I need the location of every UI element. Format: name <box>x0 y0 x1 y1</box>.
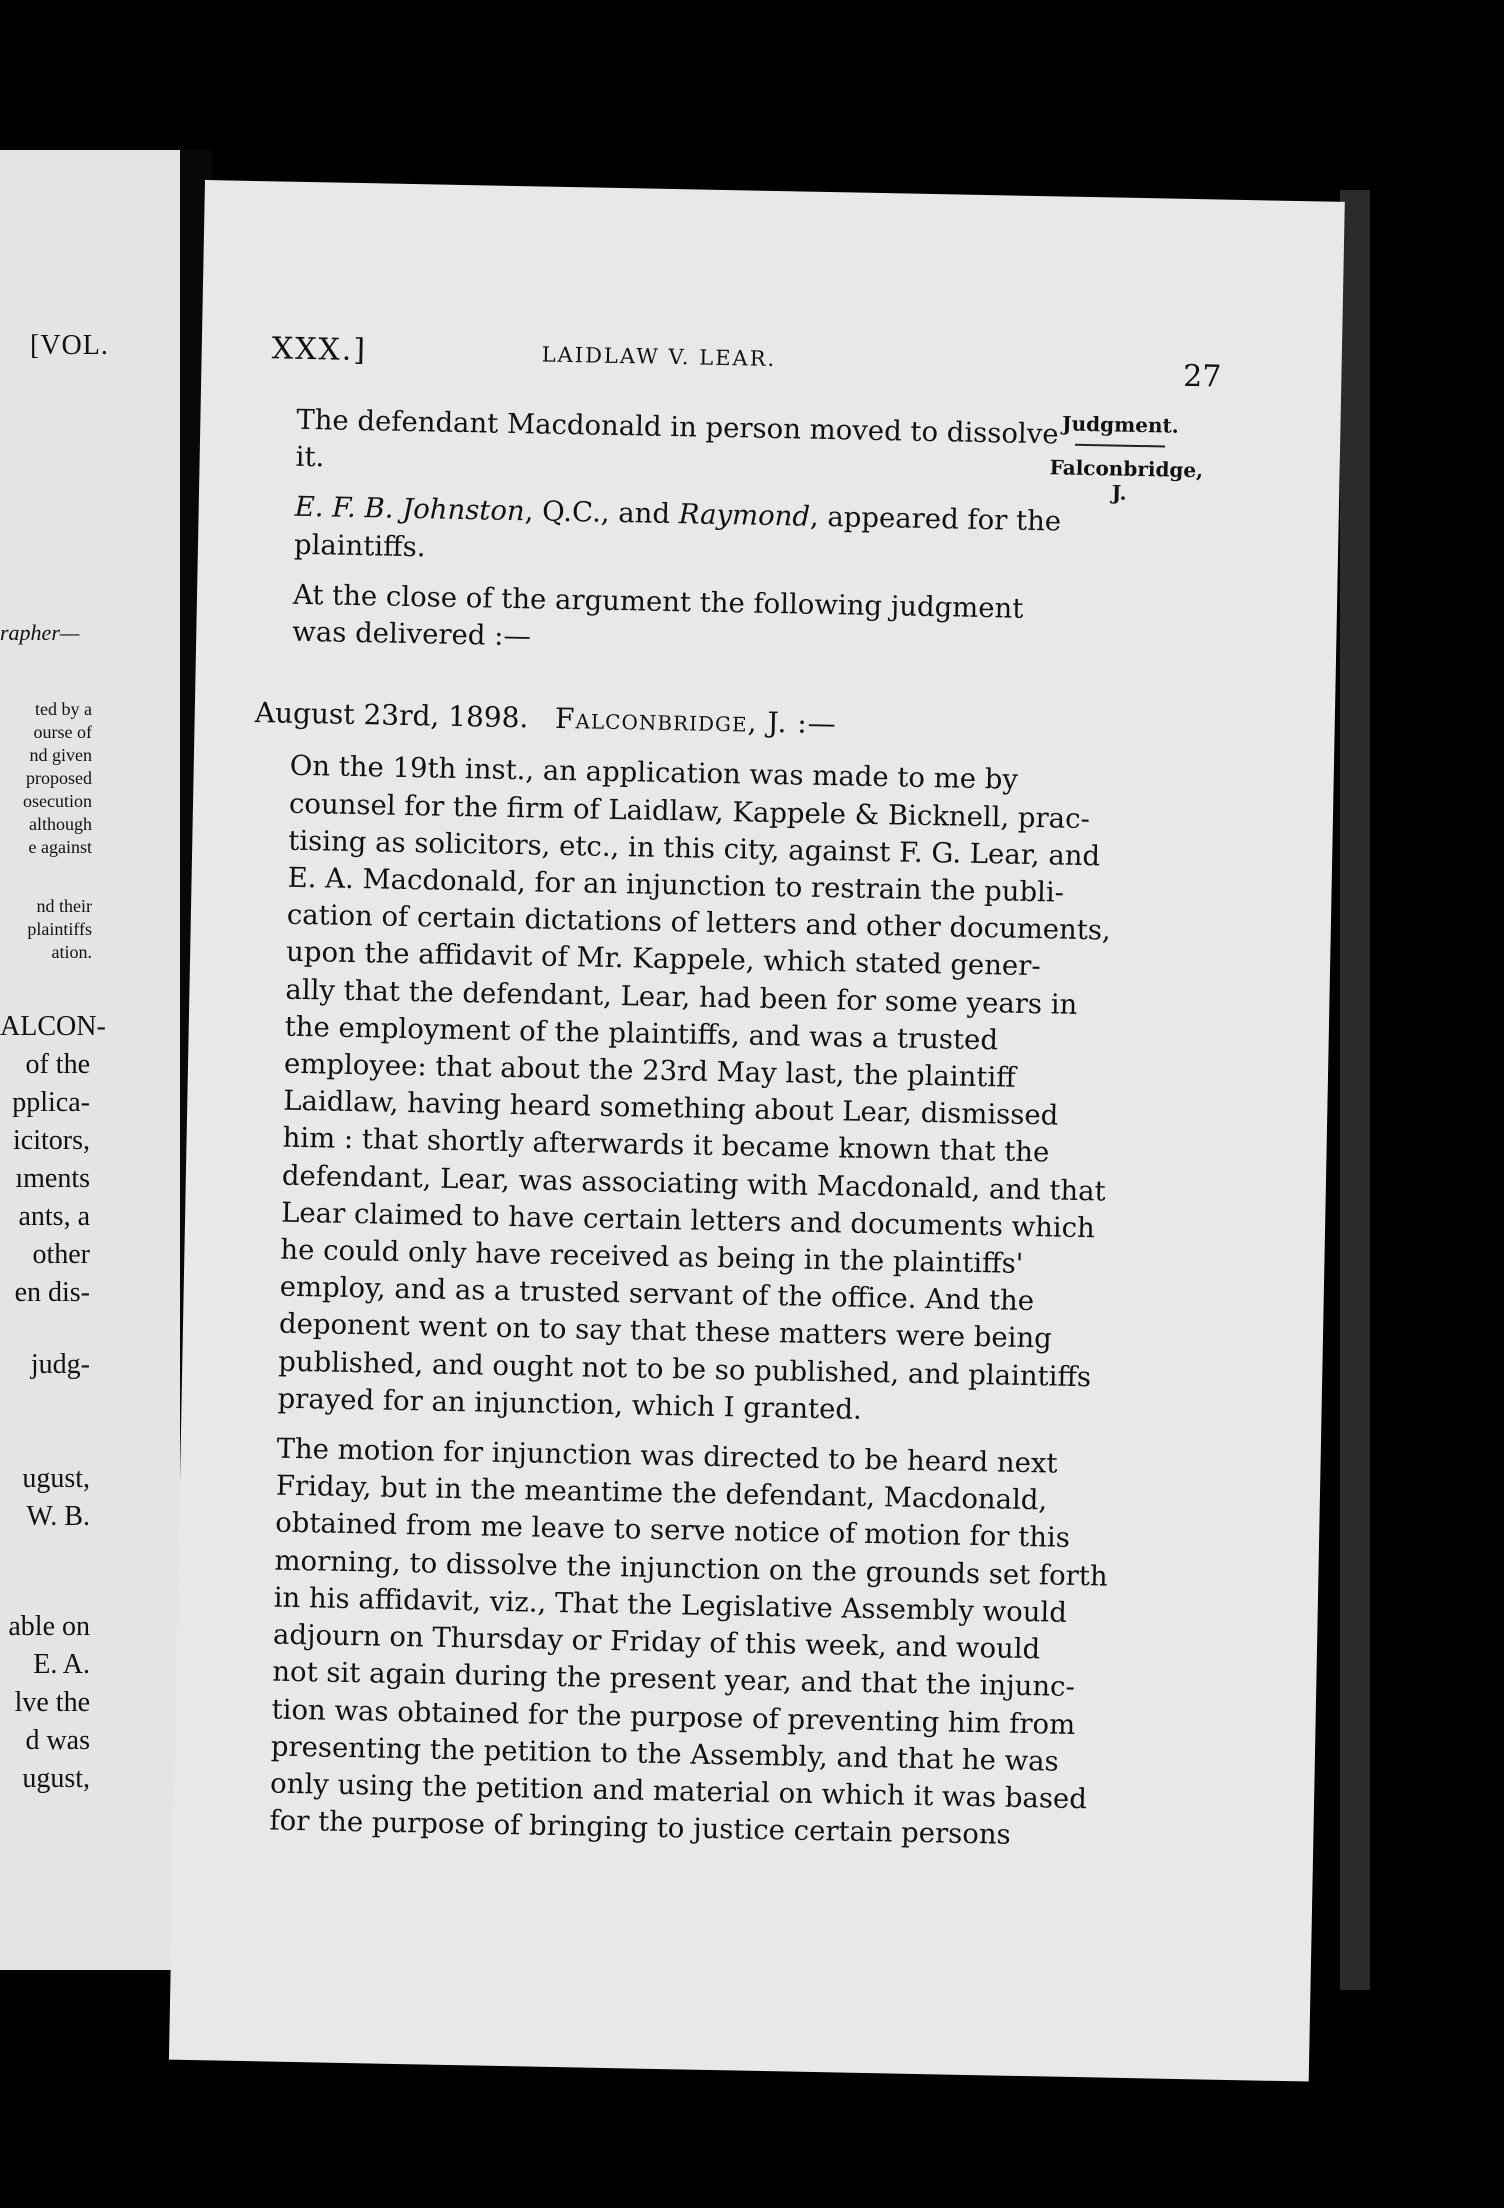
facing-page-note-2 <box>0 895 92 964</box>
facing-note-line: osecution <box>23 791 92 811</box>
judge-name: Falconbridge, J. :— <box>554 702 838 741</box>
text-line: employ, and as a trusted servant of the office. And the <box>279 1270 1035 1318</box>
facing-body-line: ıments <box>15 1163 90 1194</box>
paragraph-motion-detail <box>233 1430 1108 1854</box>
facing-note-line: nd their <box>36 896 92 916</box>
text-line: Lear claimed to have certain letters and documents which <box>280 1196 1096 1245</box>
text-line: employee: that about the 23rd May last, the plaintiff <box>283 1047 1017 1094</box>
judge-label-1: Falconbridge, <box>1049 455 1204 483</box>
text-line: presenting the petition to the Assembly, and that he was <box>270 1730 1059 1778</box>
facing-body-line: other <box>32 1239 90 1270</box>
text-line: the employment of the plaintiffs, and was a trusted <box>284 1010 999 1057</box>
text-line: counsel for the firm of Laidlaw, Kappele & Bicknell, prac- <box>288 787 1091 835</box>
page-number: 27 <box>1182 358 1222 395</box>
facing-body-line: en dis- <box>14 1277 90 1308</box>
judgment-date: August 23rd, 1898. <box>254 696 529 735</box>
text-line: only using the petition and material on which it was based <box>269 1767 1088 1816</box>
paragraph-counsel <box>258 489 1062 579</box>
paragraph-application <box>241 747 1112 1432</box>
facing-page-body-3 <box>0 1460 90 1536</box>
volume-mark: XXX.] <box>271 331 368 369</box>
text-line: prayed for an injunction, which I granted. <box>277 1382 863 1426</box>
facing-body-line: able on <box>8 1611 90 1642</box>
text-line: tion was obtained for the purpose of preventing him from <box>271 1693 1076 1741</box>
text-line: E. A. Macdonald, for an injunction to restrain the publi- <box>287 861 1065 909</box>
facing-page-fragment <box>0 150 180 1970</box>
facing-note-line: ted by a <box>35 699 92 719</box>
paragraph-motion <box>259 401 1059 491</box>
text-line: At the close of the argument the following judgment <box>292 578 1024 625</box>
text-line: for the purpose of bringing to justice certain persons <box>269 1804 1012 1851</box>
text-line: him : that shortly afterwards it became known that the <box>282 1122 1050 1169</box>
judgment-label: Judgment. <box>1061 411 1179 438</box>
text-line: published, and ought not to be so published, and plaintiffs <box>278 1345 1092 1393</box>
text-line: deponent went on to say that these matters were being <box>278 1308 1053 1355</box>
facing-body-line: of the <box>25 1049 90 1080</box>
facing-page-heading-fragment: rapher— <box>0 620 80 645</box>
text-line: in his affidavit, viz., That the Legislative Assembly would <box>273 1581 1068 1629</box>
text-line: The motion for injunction was directed to be heard next <box>276 1432 1058 1480</box>
facing-body-line: W. B. <box>26 1501 90 1532</box>
facing-body-line: ugust, <box>22 1763 90 1794</box>
facing-note-line: nd given <box>29 745 92 765</box>
text-line: was delivered :— <box>292 615 532 653</box>
document-page <box>169 180 1345 2082</box>
text-line: tising as solicitors, etc., in this city, against F. G. Lear, and <box>288 824 1101 873</box>
facing-body-line: pplica- <box>12 1087 90 1118</box>
facing-body-line: E. A. <box>33 1649 90 1680</box>
judgment-dateline <box>254 694 1045 746</box>
facing-note-line: although <box>29 814 92 834</box>
facing-note-line: proposed <box>26 768 92 788</box>
facing-body-line: icitors, <box>13 1125 90 1156</box>
text-line: not sit again during the present year, and that the injunc- <box>272 1655 1076 1704</box>
facing-body-line: judg- <box>30 1349 90 1380</box>
margin-notes <box>1049 411 1204 506</box>
running-head <box>271 331 1222 395</box>
facing-page-body <box>0 1008 106 1312</box>
page-edge <box>1340 190 1370 1990</box>
facing-note-line: e against <box>28 837 92 857</box>
counsel-name: E. F. B. Johnston <box>294 491 525 528</box>
text-line: upon the affidavit of Mr. Kappele, which stated gener- <box>285 936 1041 983</box>
facing-page-body-4 <box>0 1608 90 1798</box>
text-line: Friday, but in the meantime the defendant, Macdonald, <box>275 1469 1048 1517</box>
text-line: The defendant Macdonald in person moved to dissolve <box>296 403 1059 451</box>
facing-body-line: d was <box>25 1725 90 1756</box>
text-line: On the 19th inst., an application was made to me by <box>289 750 1019 797</box>
counsel-rest: , appeared for the <box>809 501 1062 538</box>
facing-note-line: ourse of <box>33 722 92 742</box>
facing-page-note <box>0 698 92 859</box>
facing-body-line: ALCON- <box>0 1011 106 1042</box>
text-line: it. <box>295 440 325 474</box>
facing-page-body-2 <box>0 1346 90 1384</box>
paragraph-argument <box>256 576 1047 666</box>
judge-label-2: J. <box>1111 480 1127 505</box>
case-title: LAIDLAW V. LEAR. <box>541 342 777 371</box>
text-line: he could only have received as being in the plaintiffs' <box>280 1233 1024 1280</box>
facing-page-vol-mark: [VOL. <box>30 330 109 361</box>
facing-body-line: lve the <box>14 1687 90 1718</box>
facing-body-line: ants, a <box>18 1201 90 1232</box>
text-line: cation of certain dictations of letters and other documents, <box>286 898 1112 947</box>
text-line: ally that the defendant, Lear, had been for some years in <box>285 973 1078 1021</box>
counsel-raymond: Raymond <box>678 498 811 534</box>
text-line: morning, to dissolve the injunction on the grounds set forth <box>274 1544 1108 1593</box>
margin-rule <box>1075 444 1165 448</box>
body-text <box>233 401 1112 1867</box>
counsel-qc: , Q.C., and <box>524 495 680 531</box>
text-line: obtained from me leave to serve notice of motion for this <box>274 1507 1071 1555</box>
facing-body-line: ugust, <box>22 1463 90 1494</box>
text-line: adjourn on Thursday or Friday of this week, and would <box>272 1618 1041 1666</box>
text-line: plaintiffs. <box>293 528 426 563</box>
facing-note-line: plaintiffs <box>27 919 92 939</box>
text-line: Laidlaw, having heard something about Lear, dismissed <box>283 1084 1059 1132</box>
text-line: defendant, Lear, was associating with Macdonald, and that <box>281 1159 1106 1208</box>
facing-note-line: ation. <box>51 942 92 962</box>
